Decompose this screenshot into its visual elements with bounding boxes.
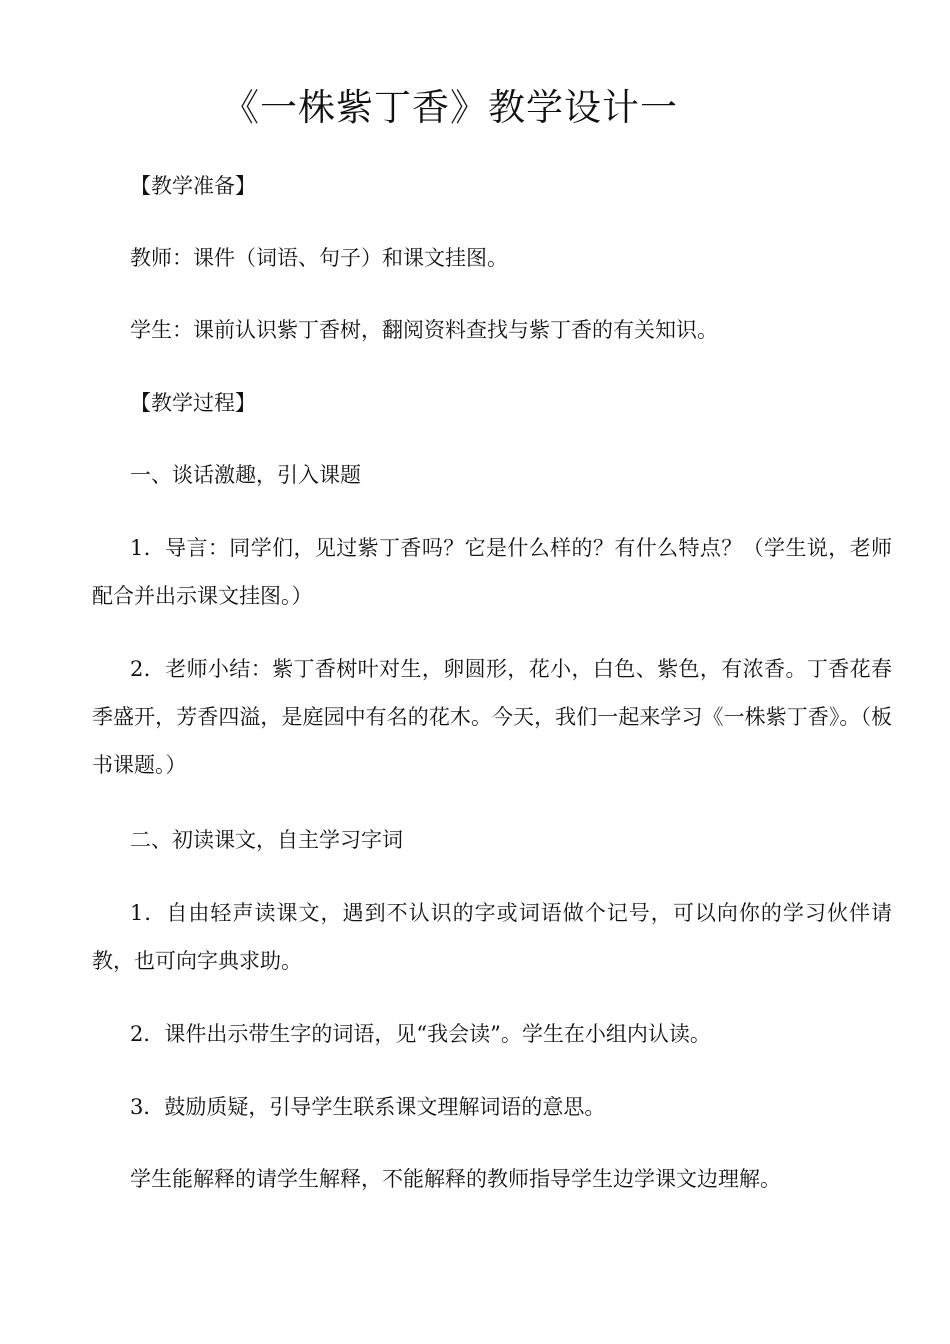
step-heading-1: 一、谈话激趣，引入课题 bbox=[130, 463, 361, 487]
paragraph-new-words: 2．课件出示带生字的词语，见“我会读”。学生在小组内认读。 bbox=[130, 1022, 711, 1046]
document-title: 《一株紫丁香》教学设计一 bbox=[222, 86, 678, 129]
section-heading-preparation: 【教学准备】 bbox=[130, 174, 256, 198]
paragraph-introduction: 1．导言：同学们，见过紫丁香吗？它是什么样的？有什么特点？（学生说，老师配合并出示课文挂图。） bbox=[92, 536, 892, 608]
paragraph-student-materials: 学生：课前认识紫丁香树，翻阅资料查找与紫丁香的有关知识。 bbox=[130, 318, 718, 342]
paragraph-questions: 3．鼓励质疑，引导学生联系课文理解词语的意思。 bbox=[130, 1095, 606, 1119]
paragraph-explanation: 学生能解释的请学生解释，不能解释的教师指导学生边学课文边理解。 bbox=[130, 1167, 781, 1191]
paragraph-teacher-summary: 2．老师小结：紫丁香树叶对生，卵圆形，花小，白色、紫色，有浓香。丁香花春季盛开，芳香四溢，是庭园中有名的花木。今天，我们一起来学习《一株紫丁香》。（板书课题。） bbox=[92, 657, 892, 777]
paragraph-teacher-materials: 教师：课件（词语、句子）和课文挂图。 bbox=[130, 246, 508, 270]
step-heading-2: 二、初读课文，自主学习字词 bbox=[130, 828, 403, 852]
section-heading-process: 【教学过程】 bbox=[130, 391, 256, 415]
paragraph-free-reading: 1．自由轻声读课文，遇到不认识的字或词语做个记号，可以向你的学习伙伴请教，也可向字典求助。 bbox=[92, 901, 892, 973]
